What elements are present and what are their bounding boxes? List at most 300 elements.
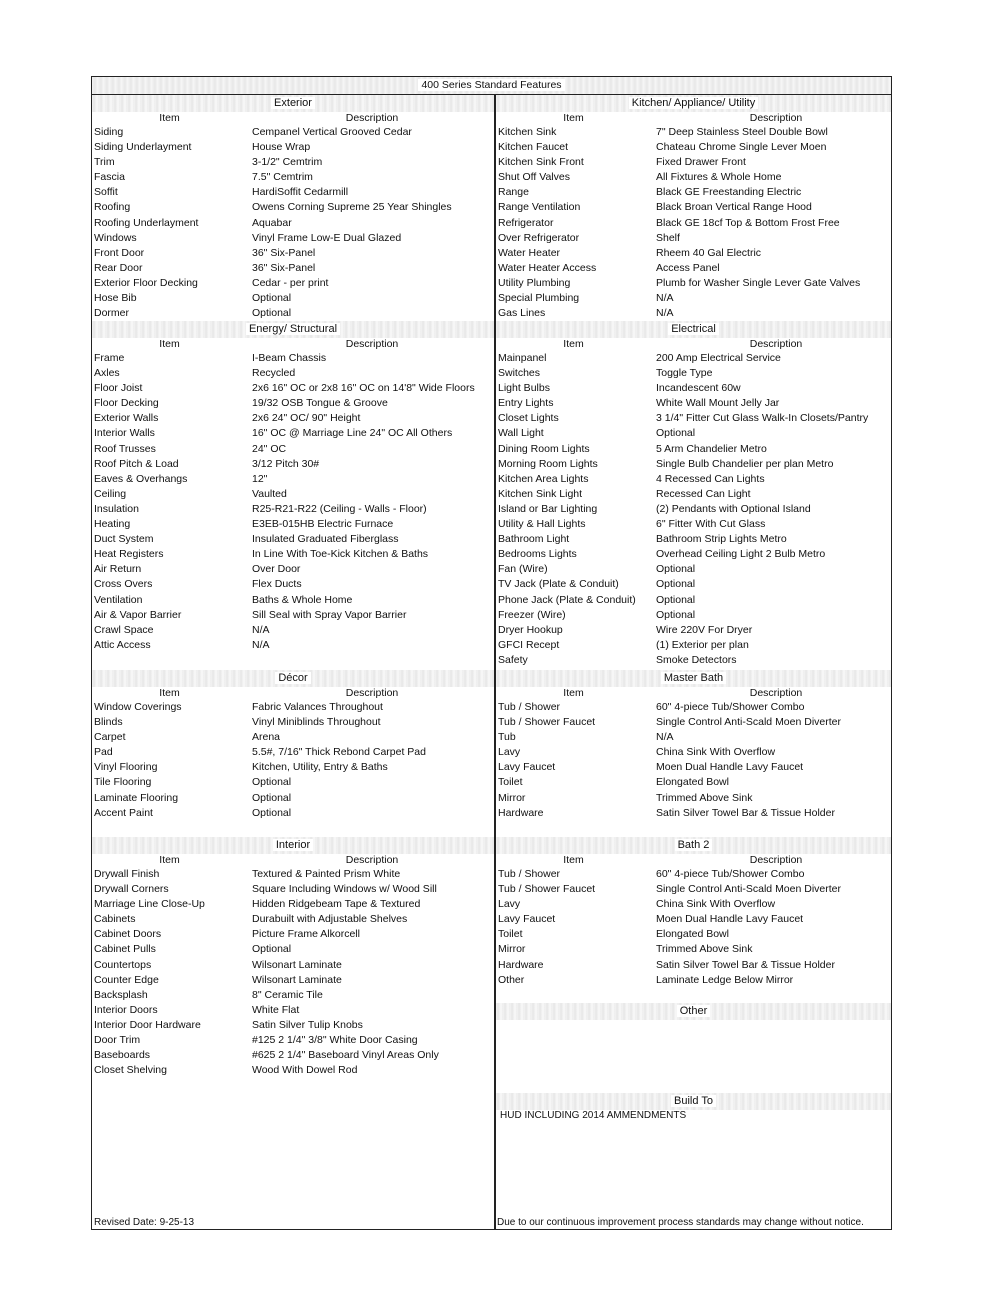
- feature-item: Safety: [498, 653, 528, 666]
- feature-row: [92, 623, 494, 638]
- feature-item: Ventilation: [94, 593, 143, 606]
- feature-item: Cross Overs: [94, 578, 153, 591]
- feature-row: [92, 593, 494, 608]
- feature-item: Crawl Space: [94, 623, 154, 636]
- feature-description: Vinyl Frame Low-E Dual Glazed: [252, 231, 402, 244]
- feature-item: Bedrooms Lights: [498, 548, 577, 561]
- feature-item: Fascia: [94, 171, 125, 184]
- feature-row: [496, 276, 891, 291]
- feature-row: [92, 638, 494, 653]
- feature-row: [92, 791, 494, 806]
- feature-item: Hose Bib: [94, 292, 137, 305]
- feature-row: [496, 426, 891, 441]
- feature-description: Picture Frame Alkorcell: [252, 928, 360, 941]
- feature-row: [496, 973, 891, 988]
- item-header: Item: [159, 687, 180, 699]
- feature-row: [92, 882, 494, 897]
- feature-row: [496, 246, 891, 261]
- feature-item: Tile Flooring: [94, 776, 152, 789]
- section-header: [92, 670, 494, 687]
- feature-item: Tub: [498, 731, 516, 744]
- feature-description: Smoke Detectors: [656, 653, 737, 666]
- feature-description: Baths & Whole Home: [252, 593, 353, 606]
- feature-description: Trimmed Above Sink: [656, 943, 753, 956]
- feature-description: 24" OC: [252, 442, 287, 455]
- feature-description: Shelf: [656, 231, 680, 244]
- feature-item: Water Heater Access: [498, 261, 597, 274]
- feature-row: [496, 411, 891, 426]
- feature-description: 19/32 OSB Tongue & Groove: [252, 397, 388, 410]
- right-column: [496, 77, 891, 1229]
- feature-item: Toilet: [498, 928, 523, 941]
- feature-description: 5.5#, 7/16" Thick Rebond Carpet Pad: [252, 746, 426, 759]
- section-interior: [92, 837, 494, 1078]
- feature-description: China Sink With Overflow: [656, 898, 776, 911]
- feature-row: [496, 715, 891, 730]
- feature-item: Range: [498, 186, 529, 199]
- feature-row: [496, 653, 891, 668]
- feature-row: [496, 882, 891, 897]
- item-header: Item: [563, 338, 584, 350]
- feature-description: Moen Dual Handle Lavy Faucet: [656, 913, 804, 926]
- feature-row: [92, 958, 494, 973]
- feature-description: 7.5" Cemtrim: [252, 171, 313, 184]
- feature-description: 5 Arm Chandelier Metro: [656, 442, 767, 455]
- section-header: [496, 837, 891, 854]
- feature-item: Range Ventilation: [498, 201, 581, 214]
- description-header: Description: [345, 338, 399, 350]
- feature-item: Special Plumbing: [498, 292, 580, 305]
- feature-description: 3 1/4" Fitter Cut Glass Walk-In Closets/Pantry: [656, 412, 869, 425]
- feature-item: Lavy Faucet: [498, 761, 556, 774]
- feature-row: [496, 608, 891, 623]
- feature-description: Optional: [252, 292, 292, 305]
- feature-description: Wilsonart Laminate: [252, 958, 342, 971]
- feature-item: Exterior Floor Decking: [94, 276, 198, 289]
- feature-row: [92, 396, 494, 411]
- feature-item: Interior Door Hardware: [94, 1018, 201, 1031]
- description-header: Description: [749, 687, 803, 699]
- section-other: [496, 1003, 891, 1020]
- feature-row: [496, 958, 891, 973]
- feature-item: Counter Edge: [94, 973, 159, 986]
- feature-description: Chateau Chrome Single Lever Moen: [656, 141, 827, 154]
- feature-row: [92, 1003, 494, 1018]
- feature-description: All Fixtures & Whole Home: [656, 171, 782, 184]
- feature-description: Fixed Drawer Front: [656, 156, 746, 169]
- feature-row: [496, 170, 891, 185]
- feature-row: [92, 426, 494, 441]
- feature-description: Bathroom Strip Lights Metro: [656, 533, 787, 546]
- section-header: [496, 95, 891, 112]
- feature-item: Frame: [94, 352, 125, 364]
- revised-date: Revised Date: 9-25-13: [94, 1217, 195, 1228]
- feature-description: Optional: [252, 776, 292, 789]
- feature-item: Over Refrigerator: [498, 231, 580, 244]
- feature-item: Cabinet Pulls: [94, 943, 156, 956]
- feature-row: [92, 231, 494, 246]
- feature-item: Tub / Shower: [498, 868, 561, 880]
- section-header: [496, 670, 891, 687]
- feature-row: [92, 1018, 494, 1033]
- feature-item: Soffit: [94, 186, 118, 199]
- section-title: Build To: [671, 1095, 716, 1107]
- feature-description: 60" 4-piece Tub/Shower Combo: [656, 868, 805, 880]
- feature-description: Flex Ducts: [252, 578, 302, 591]
- feature-item: Roof Pitch & Load: [94, 457, 179, 470]
- feature-item: Exterior Walls: [94, 412, 159, 425]
- feature-item: Dining Room Lights: [498, 442, 590, 455]
- feature-description: Cempanel Vertical Grooved Cedar: [252, 126, 412, 138]
- feature-row: [496, 457, 891, 472]
- feature-item: Shut Off Valves: [498, 171, 570, 184]
- feature-item: Lavy: [498, 898, 521, 911]
- feature-description: Cedar - per print: [252, 276, 329, 289]
- feature-description: Access Panel: [656, 261, 720, 274]
- feature-row: [496, 730, 891, 745]
- feature-row: [496, 306, 891, 321]
- feature-row: [92, 472, 494, 487]
- feature-item: Duct System: [94, 533, 154, 546]
- section-build-to: [496, 1093, 891, 1122]
- feature-row: [496, 487, 891, 502]
- column-headers: [496, 338, 891, 351]
- feature-description: N/A: [656, 292, 674, 305]
- feature-row: [496, 517, 891, 532]
- feature-row: [92, 517, 494, 532]
- feature-row: [496, 867, 891, 882]
- left-column: [92, 77, 494, 1229]
- feature-item: Floor Joist: [94, 382, 143, 395]
- feature-description: (2) Pendants with Optional Island: [656, 502, 811, 515]
- feature-row: [92, 502, 494, 517]
- feature-item: Kitchen Faucet: [498, 141, 569, 154]
- feature-row: [92, 532, 494, 547]
- feature-row: [92, 730, 494, 745]
- feature-item: Siding Underlayment: [94, 141, 192, 154]
- section-title: Décor: [275, 672, 310, 684]
- feature-row: [496, 745, 891, 760]
- feature-description: Wilsonart Laminate: [252, 973, 342, 986]
- feature-description: Textured & Painted Prism White: [252, 868, 401, 880]
- feature-description: 2x6 16" OC or 2x8 16" OC on 14'8" Wide Floors: [252, 382, 475, 395]
- feature-description: Black GE 18cf Top & Bottom Frost Free: [656, 216, 840, 229]
- feature-description: Trimmed Above Sink: [656, 791, 753, 804]
- feature-row: [496, 942, 891, 957]
- section-title: Master Bath: [661, 672, 726, 684]
- feature-description: 3/12 Pitch 30#: [252, 457, 320, 470]
- feature-item: Eaves & Overhangs: [94, 472, 188, 485]
- section-energy-structural: [92, 321, 494, 653]
- feature-description: Satin Silver Towel Bar & Tissue Holder: [656, 806, 835, 819]
- feature-item: Vinyl Flooring: [94, 761, 158, 774]
- item-header: Item: [563, 112, 584, 124]
- feature-row: [92, 366, 494, 381]
- section-title: Bath 2: [675, 839, 713, 851]
- feature-item: Drywall Finish: [94, 868, 160, 880]
- feature-item: Countertops: [94, 958, 152, 971]
- feature-description: E3EB-015HB Electric Furnace: [252, 518, 394, 531]
- feature-item: Mirror: [498, 791, 526, 804]
- feature-row: [496, 806, 891, 821]
- feature-item: Lavy: [498, 746, 521, 759]
- feature-item: Fan (Wire): [498, 563, 548, 576]
- feature-row: [92, 897, 494, 912]
- feature-description: Optional: [252, 943, 292, 956]
- feature-item: Kitchen Sink Light: [498, 487, 583, 500]
- feature-row: [496, 577, 891, 592]
- feature-description: In Line With Toe-Kick Kitchen & Baths: [252, 548, 429, 561]
- feature-row: [496, 381, 891, 396]
- feature-row: [92, 306, 494, 321]
- feature-description: 4 Recessed Can Lights: [656, 472, 765, 485]
- feature-description: Durabuilt with Adjustable Shelves: [252, 913, 408, 926]
- feature-item: Trim: [94, 156, 115, 169]
- feature-item: Laminate Flooring: [94, 791, 179, 804]
- feature-item: Gas Lines: [498, 307, 546, 320]
- feature-description: N/A: [252, 623, 270, 636]
- feature-description: Optional: [252, 791, 292, 804]
- feature-item: Freezer (Wire): [498, 608, 566, 621]
- feature-row: [92, 760, 494, 775]
- feature-row: [496, 775, 891, 790]
- feature-description: Satin Silver Tulip Knobs: [252, 1018, 363, 1031]
- feature-item: Utility & Hall Lights: [498, 518, 586, 531]
- column-headers: [496, 687, 891, 700]
- feature-item: TV Jack (Plate & Conduit): [498, 578, 619, 591]
- feature-description: Wood With Dowel Rod: [252, 1064, 358, 1077]
- description-header: Description: [345, 112, 399, 124]
- feature-item: Roofing: [94, 201, 131, 214]
- feature-row: [496, 897, 891, 912]
- feature-description: Fabric Valances Throughout: [252, 701, 383, 713]
- feature-item: Ceiling: [94, 487, 127, 500]
- feature-description: House Wrap: [252, 141, 311, 154]
- feature-row: [92, 216, 494, 231]
- feature-description: Black GE Freestanding Electric: [656, 186, 802, 199]
- feature-item: Backsplash: [94, 988, 148, 1001]
- feature-description: Single Bulb Chandelier per plan Metro: [656, 457, 834, 470]
- feature-row: [92, 411, 494, 426]
- feature-item: Morning Room Lights: [498, 457, 598, 470]
- feature-description: Recycled: [252, 367, 296, 380]
- feature-description: 8" Ceramic Tile: [252, 988, 323, 1001]
- feature-description: White Wall Mount Jelly Jar: [656, 397, 780, 410]
- feature-row: [496, 547, 891, 562]
- feature-row: [92, 973, 494, 988]
- feature-description: Optional: [252, 806, 292, 819]
- feature-row: [92, 185, 494, 200]
- feature-description: Plumb for Washer Single Lever Gate Valves: [656, 276, 861, 289]
- feature-description: Wire 220V For Dryer: [656, 623, 753, 636]
- feature-row: [496, 125, 891, 140]
- feature-item: Heat Registers: [94, 548, 164, 561]
- feature-row: [92, 487, 494, 502]
- feature-item: Toilet: [498, 776, 523, 789]
- feature-description: 36" Six-Panel: [252, 246, 316, 259]
- feature-row: [496, 442, 891, 457]
- description-header: Description: [345, 854, 399, 866]
- feature-description: Black Broan Vertical Range Hood: [656, 201, 812, 214]
- feature-item: Utility Plumbing: [498, 276, 571, 289]
- column-headers: [92, 338, 494, 351]
- feature-item: Pad: [94, 746, 113, 759]
- feature-item: Tub / Shower Faucet: [498, 716, 596, 729]
- feature-item: Drywall Corners: [94, 883, 169, 896]
- feature-description: Rheem 40 Gal Electric: [656, 246, 762, 259]
- feature-item: Mainpanel: [498, 352, 547, 364]
- feature-description: N/A: [252, 638, 270, 651]
- feature-item: Dormer: [94, 307, 130, 320]
- feature-description: Aquabar: [252, 216, 292, 229]
- feature-description: China Sink With Overflow: [656, 746, 776, 759]
- feature-row: [92, 547, 494, 562]
- feature-description: #625 2 1/4" Baseboard Vinyl Areas Only: [252, 1049, 439, 1062]
- feature-row: [496, 351, 891, 366]
- feature-item: Lavy Faucet: [498, 913, 556, 926]
- feature-row: [92, 155, 494, 170]
- feature-description: Elongated Bowl: [656, 928, 729, 941]
- feature-description: I-Beam Chassis: [252, 352, 327, 364]
- feature-description: Optional: [656, 578, 696, 591]
- feature-description: 60" 4-piece Tub/Shower Combo: [656, 701, 805, 713]
- feature-row: [496, 200, 891, 215]
- feature-description: Insulated Graduated Fiberglass: [252, 533, 399, 546]
- feature-row: [92, 1063, 494, 1078]
- feature-description: HardiSoffit Cedarmill: [252, 186, 349, 199]
- feature-description: Arena: [252, 731, 281, 744]
- description-header: Description: [345, 687, 399, 699]
- section-electrical: [496, 321, 891, 668]
- feature-row: [496, 623, 891, 638]
- feature-row: [496, 155, 891, 170]
- feature-description: Hidden Ridgebeam Tape & Textured: [252, 898, 421, 911]
- feature-description: Optional: [656, 427, 696, 440]
- feature-item: Wall Light: [498, 427, 544, 440]
- feature-row: [496, 366, 891, 381]
- feature-item: Phone Jack (Plate & Conduit): [498, 593, 636, 606]
- feature-row: [92, 291, 494, 306]
- feature-description: 36" Six-Panel: [252, 261, 316, 274]
- feature-description: N/A: [656, 307, 674, 320]
- feature-item: Marriage Line Close-Up: [94, 898, 205, 911]
- feature-description: Incandescent 60w: [656, 382, 741, 395]
- feature-item: Roof Trusses: [94, 442, 156, 455]
- feature-description: Vinyl Miniblinds Throughout: [252, 716, 381, 729]
- feature-item: Kitchen Sink: [498, 126, 557, 138]
- feature-item: Bathroom Light: [498, 533, 570, 546]
- section-header: [92, 837, 494, 854]
- feature-item: Cabinet Doors: [94, 928, 162, 941]
- feature-description: Satin Silver Towel Bar & Tissue Holder: [656, 958, 835, 971]
- column-headers: [496, 854, 891, 867]
- feature-item: GFCI Recept: [498, 638, 560, 651]
- feature-row: [92, 577, 494, 592]
- feature-description: 200 Amp Electrical Service: [656, 352, 781, 364]
- feature-item: Tub / Shower: [498, 701, 561, 713]
- feature-row: [92, 806, 494, 821]
- feature-row: [92, 457, 494, 472]
- page-title: 400 Series Standard Features: [92, 77, 891, 95]
- description-header: Description: [749, 854, 803, 866]
- feature-row: [92, 775, 494, 790]
- feature-description: (1) Exterior per plan: [656, 638, 749, 651]
- feature-description: Sill Seal with Spray Vapor Barrier: [252, 608, 407, 621]
- feature-item: Interior Walls: [94, 427, 155, 440]
- section-bath-2: [496, 837, 891, 988]
- feature-item: Baseboards: [94, 1049, 151, 1062]
- feature-item: Roofing Underlayment: [94, 216, 199, 229]
- feature-description: Vaulted: [252, 487, 287, 500]
- section-master-bath: [496, 670, 891, 821]
- feature-row: [496, 562, 891, 577]
- feature-row: [92, 381, 494, 396]
- feature-item: Entry Lights: [498, 397, 554, 410]
- feature-description: Recessed Can Light: [656, 487, 751, 500]
- column-headers: [92, 854, 494, 867]
- feature-row: [92, 1048, 494, 1063]
- feature-item: Switches: [498, 367, 541, 380]
- feature-item: Windows: [94, 231, 137, 244]
- section-header: [496, 1003, 891, 1020]
- feature-item: Accent Paint: [94, 806, 153, 819]
- feature-item: Front Door: [94, 246, 145, 259]
- feature-item: Kitchen Area Lights: [498, 472, 589, 485]
- feature-item: Carpet: [94, 731, 126, 744]
- section-header: [496, 321, 891, 338]
- feature-description: Optional: [252, 307, 292, 320]
- feature-row: [92, 125, 494, 140]
- feature-description: Moen Dual Handle Lavy Faucet: [656, 761, 804, 774]
- feature-row: [496, 912, 891, 927]
- feature-description: Square Including Windows w/ Wood Sill: [252, 883, 437, 896]
- item-header: Item: [159, 112, 180, 124]
- feature-item: Window Coverings: [94, 701, 182, 713]
- feature-row: [496, 185, 891, 200]
- feature-row: [496, 791, 891, 806]
- feature-item: Closet Lights: [498, 412, 559, 425]
- feature-row: [92, 608, 494, 623]
- feature-description: Overhead Ceiling Light 2 Bulb Metro: [656, 548, 826, 561]
- item-header: Item: [563, 687, 584, 699]
- section-title: Interior: [273, 839, 313, 851]
- feature-item: Floor Decking: [94, 397, 159, 410]
- feature-description: 12": [252, 472, 268, 485]
- feature-description: Owens Corning Supreme 25 Year Shingles: [252, 201, 452, 214]
- section-header: [496, 1093, 891, 1110]
- column-headers: [92, 687, 494, 700]
- feature-row: [496, 396, 891, 411]
- item-header: Item: [159, 338, 180, 350]
- feature-row: [496, 638, 891, 653]
- feature-item: Insulation: [94, 502, 139, 515]
- build-to-text: HUD INCLUDING 2014 AMMENDMENTS: [500, 1110, 687, 1121]
- feature-item: Interior Doors: [94, 1003, 158, 1016]
- section-header: [92, 321, 494, 338]
- feature-item: Refrigerator: [498, 216, 554, 229]
- feature-row: [496, 532, 891, 547]
- feature-row: [92, 715, 494, 730]
- feature-row: [92, 351, 494, 366]
- feature-item: Tub / Shower Faucet: [498, 883, 596, 896]
- feature-row: [92, 927, 494, 942]
- section-title: Electrical: [668, 323, 719, 335]
- section-exterior: [92, 95, 494, 321]
- feature-row: [496, 231, 891, 246]
- feature-row: [92, 745, 494, 760]
- feature-item: Closet Shelving: [94, 1064, 167, 1077]
- feature-item: Air & Vapor Barrier: [94, 608, 182, 621]
